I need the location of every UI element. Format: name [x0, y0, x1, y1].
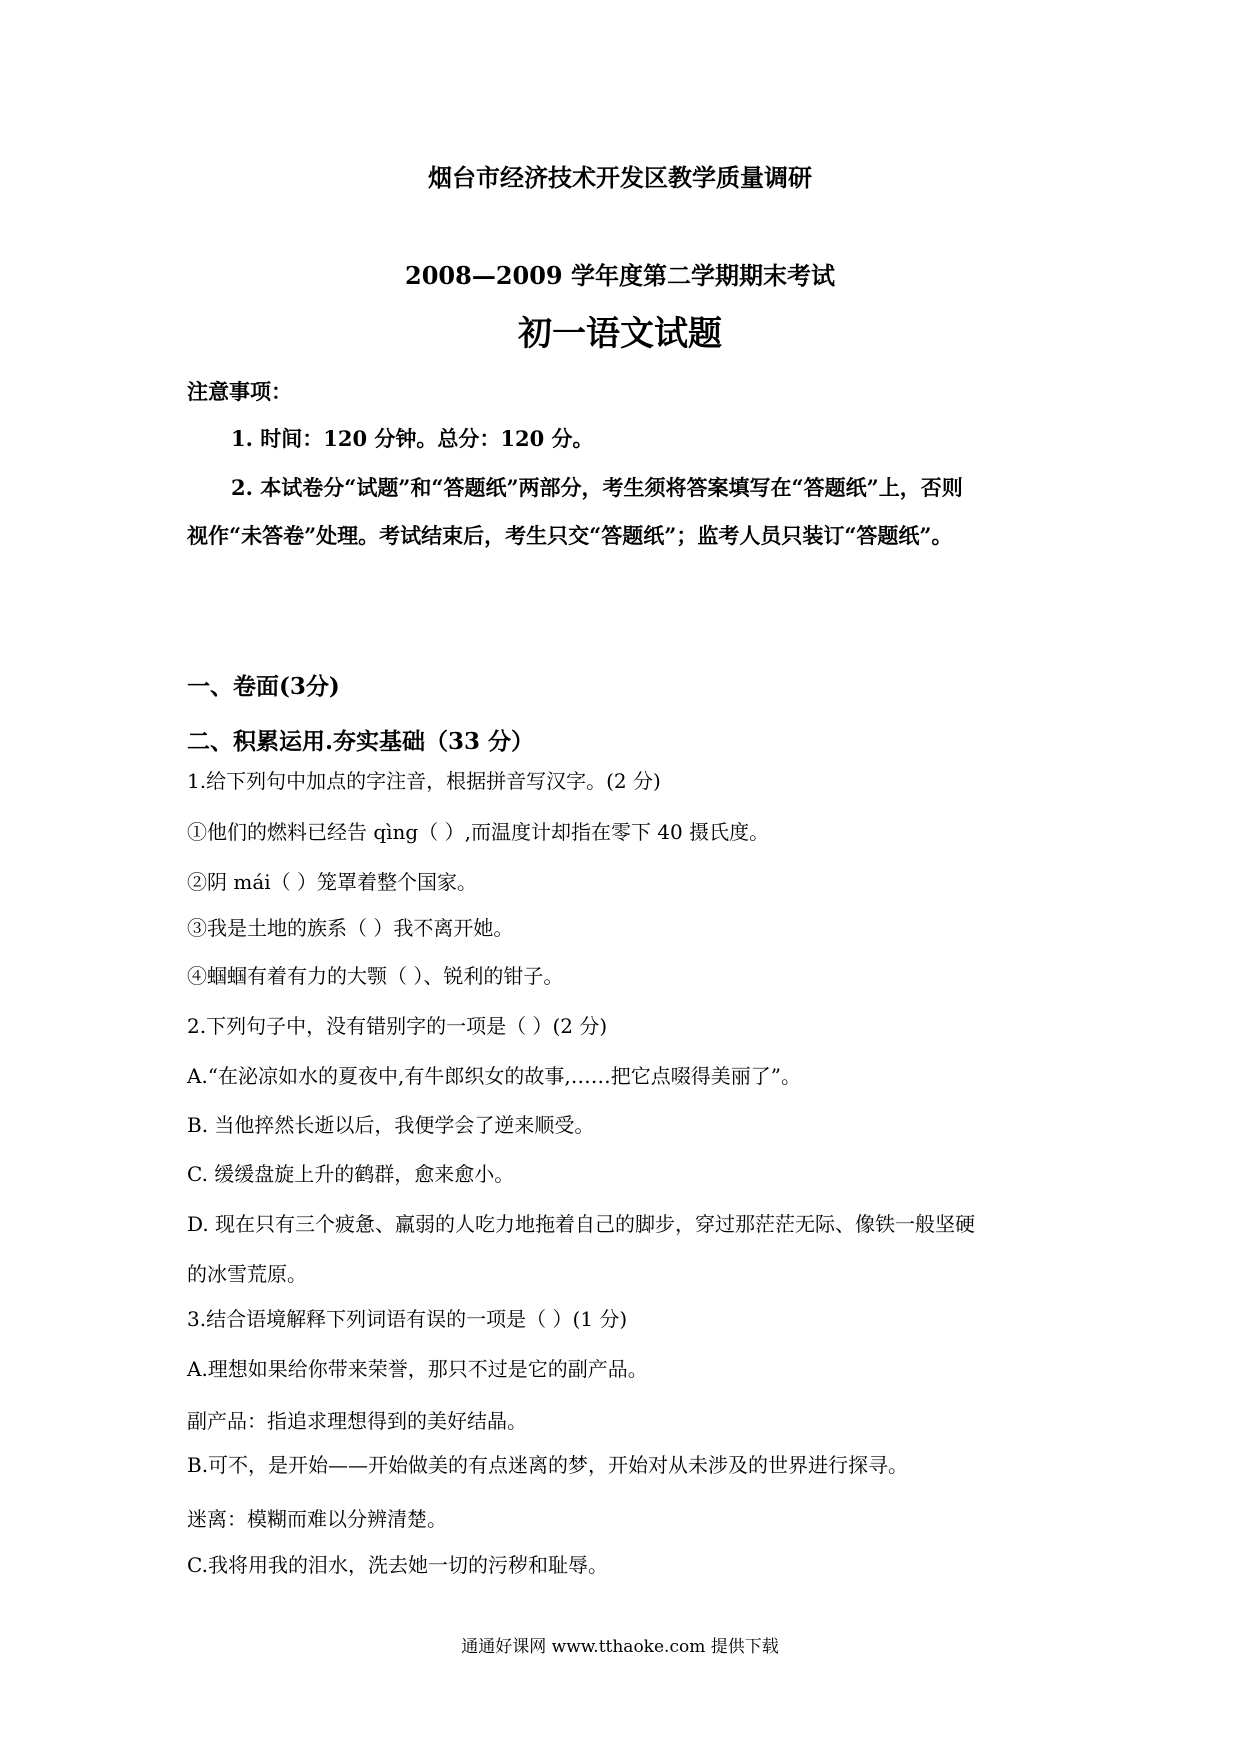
- question-3-option-a-explanation: 副产品：指追求理想得到的美好结晶。: [187, 1409, 527, 1433]
- section-2-heading: 二、积累运用.夯实基础（33 分）: [187, 728, 535, 755]
- question-3-option-c: C.我将用我的泪水，洗去她一切的污秽和耻辱。: [187, 1553, 608, 1577]
- footer-download-note: 通通好课网 www.tthaoke.com 提供下载: [461, 1637, 779, 1657]
- question-2-option-b: B. 当他捽然长逝以后，我便学会了逆来顺受。: [187, 1113, 595, 1137]
- notes-heading: 注意事项：: [187, 379, 292, 404]
- question-1-item-4: ④蝈蝈有着有力的大颚（ ）、锐利的钳子。: [187, 964, 564, 988]
- question-3-option-b: B.可不，是开始——开始做美的有点迷离的梦，开始对从未涉及的世界进行探寻。: [187, 1453, 909, 1477]
- exam-organizer-title: 烟台市经济技术开发区教学质量调研: [428, 163, 812, 192]
- question-3-option-a: A.理想如果给你带来荣誉，那只不过是它的副产品。: [187, 1357, 648, 1381]
- question-1: 1.给下列句中加点的字注音，根据拼音写汉字。(2 分): [187, 769, 661, 793]
- note-item-2-line-2: 视作“未答卷”处理。考试结束后，考生只交“答题纸”；监考人员只装订“答题纸”。: [187, 523, 953, 548]
- question-2: 2.下列句子中，没有错别字的一项是（ ）(2 分): [187, 1014, 608, 1038]
- exam-subject-title: 初一语文试题: [518, 314, 722, 354]
- note-item-2-line-1: 2. 本试卷分“试题”和“答题纸”两部分，考生须将答案填写在“答题纸”上，否则: [231, 475, 963, 500]
- question-1-item-3: ③我是土地的族系（ ）我不离开她。: [187, 916, 514, 940]
- section-1-heading: 一、卷面(3分): [187, 673, 340, 700]
- exam-term-title: 2008—2009 学年度第二学期期末考试: [405, 261, 835, 290]
- question-2-option-d-line-1: D. 现在只有三个疲惫、羸弱的人吃力地拖着自己的脚步，穿过那茫茫无际、像铁一般坚硬: [187, 1212, 976, 1236]
- question-2-option-a: A.“在泌凉如水的夏夜中,有牛郎织女的故事,……把它点啜得美丽了”。: [187, 1064, 801, 1088]
- question-1-item-2: ②阴 mái（ ）笼罩着整个国家。: [187, 870, 477, 894]
- question-3-option-b-explanation: 迷离：模糊而难以分辨清楚。: [187, 1507, 447, 1531]
- question-3: 3.结合语境解释下列词语有误的一项是（ ）(1 分): [187, 1307, 628, 1331]
- question-1-item-1: ①他们的燃料已经告 qìng（ ）,而温度计却指在零下 40 摄氏度。: [187, 820, 770, 844]
- question-2-option-d-line-2: 的冰雪荒原。: [187, 1262, 307, 1286]
- note-item-1: 1. 时间：120 分钟。总分：120 分。: [231, 426, 594, 451]
- question-2-option-c: C. 缓缓盘旋上升的鹤群，愈来愈小。: [187, 1162, 515, 1186]
